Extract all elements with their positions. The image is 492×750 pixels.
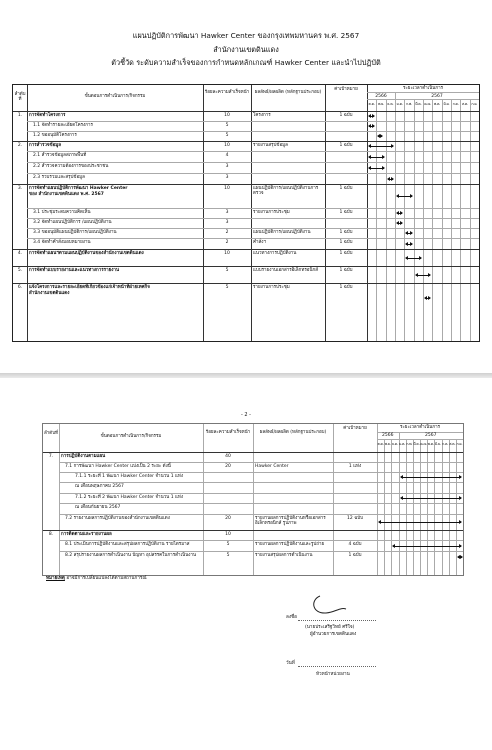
row-no: 6. <box>17 285 23 290</box>
month-divider <box>470 99 471 341</box>
header-no: ลำดับที่ <box>14 91 26 102</box>
row-output: รายงานการประชุม <box>253 210 290 215</box>
row-step: 7.1.1 ระยะที่ 1 พัฒนา Hawker Center จำนวน 1 แห่ง <box>75 474 184 479</box>
row-step: การจัดทำโครงการ <box>29 113 66 118</box>
month-label: ต.ค. <box>368 102 375 107</box>
row-rule <box>59 503 463 504</box>
month-label: ธ.ค. <box>391 442 398 447</box>
timeline-arrow <box>406 258 421 259</box>
row-output: รายงานสรุปข้อมูล <box>253 143 288 148</box>
month-label: ม.ค. <box>398 442 406 447</box>
row-rule <box>27 238 479 239</box>
timeline-arrow <box>406 233 411 234</box>
row-step: ณ เดือนกันยายน 2567 <box>75 505 121 510</box>
month-label: ก.พ. <box>405 102 412 107</box>
timeline-arrow <box>397 213 402 214</box>
month-divider <box>449 439 450 575</box>
month-label: พ.ย. <box>378 102 384 107</box>
year-rule <box>377 439 463 440</box>
row-target: 1 ฉบับ <box>339 251 353 256</box>
page-number: - 2 - <box>241 412 251 418</box>
signature-line <box>298 620 376 621</box>
row-weight: 20 <box>225 464 231 469</box>
year-rule <box>367 99 479 100</box>
plan-table-page-2 <box>42 423 464 576</box>
row-no: 4. <box>17 251 23 256</box>
row-step: การจัดทำแบบรายงานและแนวทางการรายงาน <box>29 268 120 273</box>
row-output: รายงานการประชุม <box>253 285 290 290</box>
month-label: ส.ค. <box>449 442 456 447</box>
row-rule <box>27 121 479 122</box>
row-no: 3. <box>17 186 23 191</box>
row-rule <box>43 530 463 531</box>
remark-text: อาจมีการเปลี่ยนแปลงได้ตามสถานการณ์ <box>66 576 147 581</box>
row-no: 5. <box>17 268 23 273</box>
row-step: 7.1.2 ระยะที่ 2 พัฒนา Hawker Center จำนวน 1 แห่ง <box>75 495 184 500</box>
row-step: แจ้งโครงการและรายละเอียดที่เกี่ยวข้องแก่เจ้าหน้าที่ฝ่ายเทศกิจ <box>29 285 150 290</box>
header-output: ผลลัพธ์/ผลผลิต (หลักฐานประกอบ) <box>254 90 322 96</box>
row-rule <box>59 462 463 463</box>
row-rule <box>59 514 463 515</box>
row-rule <box>27 162 479 163</box>
signer-position: ผู้อำนวยการเขตดินแดง <box>310 632 357 637</box>
row-no: 1. <box>17 113 23 118</box>
month-divider <box>460 99 461 341</box>
header-output: ผลลัพธ์/ผลผลิต (หลักฐานประกอบ) <box>259 429 327 435</box>
month-label: ก.ย. <box>456 442 463 447</box>
column-divider <box>251 85 252 341</box>
row-no: 7. <box>48 454 54 459</box>
month-divider <box>413 439 414 575</box>
row-step: 8.1 ประเมินการปฏิบัติงานและสรุปผลการปฏิบัติงาน รายไตรมาส <box>65 542 190 547</box>
timeline-arrow <box>369 116 374 117</box>
header-year-2567: 2567 <box>425 433 437 439</box>
row-step: 1.1 จัดทำรายละเอียดโครงการ <box>33 123 93 128</box>
row-rule <box>43 452 463 453</box>
row-rule <box>13 283 479 284</box>
month-label: ก.ค. <box>452 102 459 107</box>
row-step: การสำรวจข้อมูล <box>29 143 62 148</box>
row-step: การจัดทำแผนฯตามแผนปฏิบัติงานของสำนักงานเขตดินแดง <box>29 251 144 256</box>
row-output: แบบรายงานเอกสารอิเล็กทรอนิกส์ <box>253 268 319 273</box>
unit-head-role: หัวหน้าหน่วยงาน <box>316 672 350 677</box>
row-weight: 5 <box>226 553 230 558</box>
month-label: พ.ค. <box>427 442 434 447</box>
month-divider <box>406 439 407 575</box>
row-weight: 2 <box>225 240 229 245</box>
timeline-arrow <box>369 146 393 147</box>
row-weight: 5 <box>225 285 229 290</box>
month-label: มิ.ย. <box>443 102 450 107</box>
date-label: วันที่ <box>286 661 295 666</box>
signature-mark <box>306 592 352 620</box>
row-output: แนวทางการปฏิบัติงาน <box>253 251 297 256</box>
header-target: ค่าเป้าหมาย <box>343 426 367 432</box>
timeline-arrow <box>401 477 462 478</box>
row-step: การปฏิบัติงานตามแผน <box>61 454 106 459</box>
row-weight: 40 <box>225 454 231 459</box>
month-divider <box>420 439 421 575</box>
row-step-continued: ของ สำนักงานเขตดินแดง พ.ศ. 2567 <box>29 192 104 197</box>
timeline-arrow <box>458 557 462 558</box>
row-target: 1 ฉบับ <box>339 143 353 148</box>
row-step-continued: สำนักงานเขตดินแดง <box>29 291 70 296</box>
row-target: 1 ฉบับ <box>339 285 353 290</box>
row-step: ณ เดือนพฤษภาคม 2567 <box>75 484 124 489</box>
row-weight: 4 <box>225 153 229 158</box>
row-target: 1 ฉบับ <box>339 268 353 273</box>
sign-label: ลงชื่อ <box>286 615 297 620</box>
row-output: แผนปฏิบัติการ/แผนปฏิบัติงานการตรวจ <box>253 186 319 197</box>
timeline-arrow <box>379 522 461 523</box>
month-divider <box>442 439 443 575</box>
row-step: 2.2 สำรวจความต้องการของประชาชน <box>33 164 109 169</box>
row-rule <box>13 266 479 267</box>
month-label: พ.ย. <box>384 442 391 447</box>
header-step: ขั้นตอนการดำเนินการ/กิจกรรม <box>84 94 146 100</box>
row-rule <box>27 208 479 209</box>
row-output: โครงการ <box>253 113 271 118</box>
month-divider <box>434 439 435 575</box>
row-weight: 3 <box>225 175 229 180</box>
row-weight: 5 <box>226 542 230 547</box>
row-target: 1 ฉบับ <box>339 240 353 245</box>
row-rule <box>59 551 463 552</box>
month-label: ธ.ค. <box>387 102 394 107</box>
timeline-arrow <box>406 244 411 245</box>
row-rule <box>13 249 479 250</box>
header-year-2566: 2566 <box>382 433 394 439</box>
header-weight: ร้อยละความสำเร็จหน้า <box>204 90 250 96</box>
column-divider <box>253 424 254 575</box>
month-divider <box>442 99 443 341</box>
row-rule <box>13 141 479 142</box>
row-weight: 5 <box>225 268 229 273</box>
month-divider <box>451 99 452 341</box>
indicator-title: ตัวชี้วัด ระดับความสำเร็จของการกำหนดหลักเกณฑ์ Hawker Center และนำไปปฏิบัติ <box>111 58 381 67</box>
timeline-arrow <box>425 298 430 299</box>
month-divider <box>427 439 428 575</box>
month-label: ต.ค. <box>377 442 384 447</box>
header-no: ลำดับที่ <box>43 431 59 436</box>
header-year-2566: 2566 <box>375 93 387 99</box>
plan-title: แผนปฏิบัติการพัฒนา Hawker Center ของกรุงเทพมหานคร พ.ศ. 2567 <box>132 31 360 40</box>
row-weight: 3 <box>225 210 229 215</box>
month-label: ม.ค. <box>396 102 403 107</box>
timeline-arrow <box>397 196 412 197</box>
row-weight: 5 <box>225 133 229 138</box>
row-rule <box>27 228 479 229</box>
row-target: 12 ฉบับ <box>347 516 363 521</box>
document-page-2 <box>0 378 492 750</box>
month-divider <box>399 439 400 575</box>
month-label: ส.ค. <box>461 102 469 107</box>
row-weight: 10 <box>224 113 230 118</box>
timeline-arrow <box>388 179 393 180</box>
date-line <box>298 666 376 667</box>
row-target: 4 ฉบับ <box>348 542 362 547</box>
header-target: ค่าเป้าหมาย <box>334 87 358 93</box>
month-divider <box>404 99 405 341</box>
timeline-arrow <box>401 498 462 499</box>
row-rule <box>59 472 463 473</box>
timeline-arrow <box>416 275 431 276</box>
row-weight: 10 <box>224 186 230 191</box>
remark-label: หมายเหตุ <box>46 576 65 581</box>
row-rule <box>13 111 479 112</box>
month-label: ก.ค. <box>442 442 449 447</box>
header-period: ระยะเวลาดำเนินการ <box>399 425 441 431</box>
row-rule <box>59 493 463 494</box>
row-rule <box>27 151 479 152</box>
row-output: คำสั่งฯ <box>253 240 267 245</box>
month-label: ก.พ. <box>406 442 413 447</box>
row-weight: 10 <box>224 143 230 148</box>
month-divider <box>423 99 424 341</box>
row-no: 2. <box>17 143 23 148</box>
column-divider <box>59 424 60 575</box>
row-rule <box>59 482 463 483</box>
row-rule <box>13 184 479 185</box>
row-target: 1 ฉบับ <box>339 186 353 191</box>
row-output: รายงานผลการปฏิบัติงานหรือเอกสารอิเล็กทรอนิกส์ รูปภาพ <box>255 516 326 527</box>
timeline-arrow <box>369 126 374 127</box>
row-step: 1.2 ขออนุมัติโครงการ <box>33 133 77 138</box>
row-step: 3.2 จัดทำแผนปฏิบัติการ /แผนปฏิบัติงาน <box>33 220 112 225</box>
row-target: 1 ฉบับ <box>339 210 353 215</box>
office-subtitle: สำนักงานเขตดินแดง <box>213 45 279 54</box>
row-step: 8.2 สรุปรายงานผลการดำเนินงาน ปัญหา อุปสรรคในการดำเนินงาน <box>65 553 197 558</box>
timeline-arrow <box>369 168 384 169</box>
month-label: เม.ย. <box>420 442 428 447</box>
month-divider <box>432 99 433 341</box>
column-divider <box>27 85 28 341</box>
month-label: ก.ย. <box>471 102 478 107</box>
row-weight: 3 <box>225 164 229 169</box>
header-period: ระยะเวลาดำเนินการ <box>402 86 444 92</box>
header-step: ขั้นตอนการดำเนินการ/กิจกรรม <box>100 433 162 439</box>
month-label: มิ.ย. <box>434 442 441 447</box>
timeline-arrow <box>393 546 461 547</box>
signer-name: (นายประเสริฐวิทย์ ศรีใจ) <box>305 625 355 630</box>
row-target: 1 ฉบับ <box>339 230 353 235</box>
row-output: Hawker Center <box>255 464 289 469</box>
row-target: 1 แห่ง <box>348 464 362 469</box>
row-weight: 10 <box>224 251 230 256</box>
timeline-arrow <box>397 223 402 224</box>
row-step: การติดตามและรายงานผล <box>61 532 112 537</box>
row-rule <box>27 173 479 174</box>
month-label: พ.ค. <box>433 102 441 107</box>
month-label: เม.ย. <box>424 102 432 107</box>
row-weight: 2 <box>225 230 229 235</box>
row-weight: 10 <box>225 532 231 537</box>
row-output: แผนปฏิบัติการ/แผนปฏิบัติงาน <box>253 230 311 235</box>
row-target: 1 ฉบับ <box>339 113 353 118</box>
row-weight: 20 <box>225 516 231 521</box>
header-year-2567: 2567 <box>431 93 443 99</box>
row-rule <box>59 540 463 541</box>
timeline-arrow <box>378 136 382 137</box>
row-rule <box>27 218 479 219</box>
month-divider <box>386 99 387 341</box>
timeline-arrow <box>369 157 384 158</box>
month-divider <box>414 99 415 341</box>
row-step: 2.3 รวบรวมและสรุปข้อมูล <box>33 175 85 180</box>
row-step: 2.1 สำรวจข้อมูลสภาพพื้นที่ <box>33 153 87 158</box>
row-rule <box>27 131 479 132</box>
row-weight: 3 <box>225 220 229 225</box>
row-step: 3.4 จัดทำคำสั่งมอบหมายงาน <box>33 240 91 245</box>
row-step: การจัดทำแผนปฏิบัติการพัฒนา Hawker Center <box>29 186 128 191</box>
header-weight: ร้อยละความสำเร็จหน้า <box>205 429 251 435</box>
month-divider <box>391 439 392 575</box>
remark <box>46 576 147 582</box>
row-step: 7.1 การพัฒนา Hawker Center แบ่งเป็น 2 ระยะ ดังนี้ <box>65 464 171 469</box>
month-divider <box>384 439 385 575</box>
row-weight: 5 <box>225 123 229 128</box>
row-step: 3.3 ขออนุมัติแผนปฏิบัติการ/แผนปฏิบัติงาน <box>33 230 117 235</box>
row-output: รายงานสรุปผลการดำเนินงาน <box>255 553 313 558</box>
row-no: 8. <box>48 532 54 537</box>
month-label: มี.ค. <box>415 102 422 107</box>
row-output: รายงานผลการปฏิบัติงานและรูปถ่าย <box>255 542 325 547</box>
month-label: มี.ค. <box>413 442 420 447</box>
row-step: 3.1 ประชุมระดมความคิดเห็น <box>33 210 91 215</box>
row-target: 1 ฉบับ <box>348 553 362 558</box>
plan-table-page-1 <box>12 84 480 342</box>
row-step: 7.2 รายงานผลการปฏิบัติงานของสำนักงานเขตดินแดง <box>65 516 170 521</box>
